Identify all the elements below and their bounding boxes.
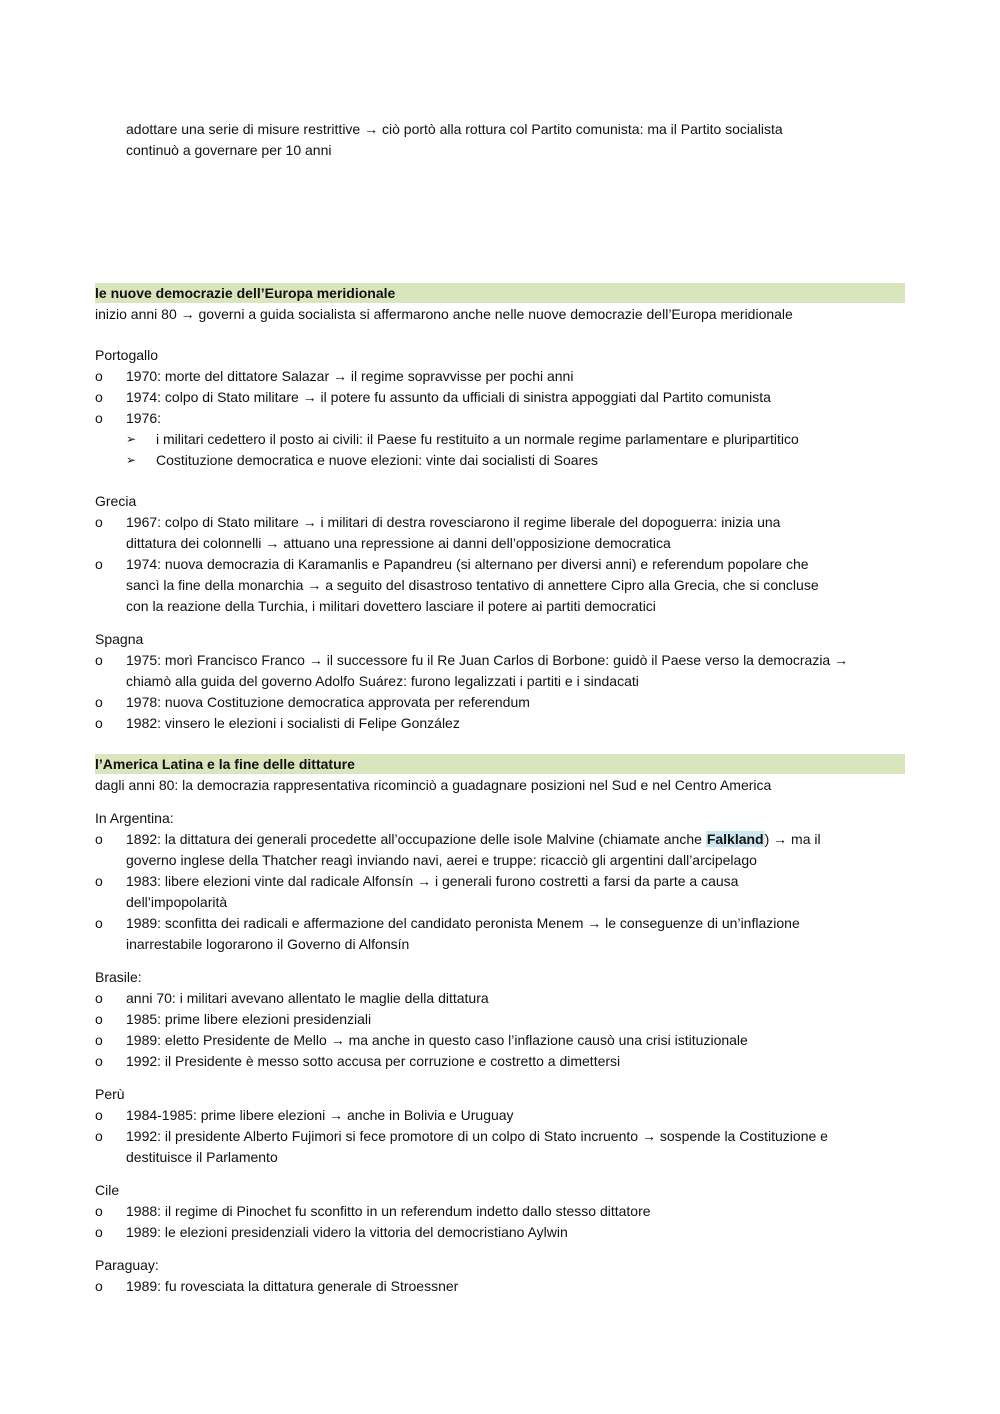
arrow-right-icon: → [773,831,788,847]
arrow-right-icon: → [302,389,317,405]
sublist-portogallo-1976 [95,429,905,471]
bullet-icon: o [95,652,103,668]
bullet-icon: o [95,410,103,426]
list-item: o 1989: eletto Presidente de Mello → ma anche in questo caso l’inflazione causò una crisi istituzionale [95,1030,905,1051]
list-item: o 1992: il presidente Alberto Fujimori si fece promotore di un colpo di Stato incruento → sospende la Costituzione e destituisce il Parlamento [95,1128,828,1165]
arrow-right-icon: → [329,1107,344,1123]
subsection-title-brasile: Brasile: [95,969,142,985]
subsection-title-peru: Perù [95,1086,125,1102]
arrow-right-icon: → [302,514,317,530]
arrow-right-icon: → [308,652,323,668]
bullet-icon: o [95,1053,103,1069]
bullet-icon: o [95,1032,103,1048]
list-item: o 1989: sconfitta dei radicali e affermazione del candidato peronista Menem → le conseguenze di un’inflazione inarrestabile logorarono il Governo di Alfonsín [95,915,800,952]
bullet-icon: o [95,368,103,384]
bullet-icon: o [95,1203,103,1219]
section-europa-body [95,304,905,734]
bullet-icon: o [95,556,103,572]
bullet-icon: o [95,1278,103,1294]
list-item: o 1978: nuova Costituzione democratica approvata per referendum [95,692,905,713]
highlighted-term: Falkland [706,831,764,847]
arrow-right-icon: → [834,652,849,668]
list-item: o 1988: il regime di Pinochet fu sconfitto in un referendum indetto dallo stesso dittatore [95,1201,905,1222]
list-peru [95,1105,905,1168]
arrow-right-icon: → [307,577,322,593]
list-paraguay [95,1276,905,1297]
subsection-title-paraguay: Paraguay: [95,1257,159,1273]
arrow-right-icon: → [265,535,280,551]
bullet-icon: o [95,831,103,847]
subsection-title-grecia: Grecia [95,493,137,509]
list-grecia [95,512,905,617]
list-item: o 1974: colpo di Stato militare → il potere fu assunto da ufficiali di sinistra appoggiati dal Partito comunista [95,387,905,408]
subsection-title-cile: Cile [95,1182,120,1198]
list-item: o 1892: la dittatura dei generali procedette all’occupazione delle isole Malvine (chiamate anche Falkland) → ma il governo inglese della Thatcher reagì inviando navi, aerei e truppe: ricacciò gli argentini dall’arcipelago [95,831,821,868]
bullet-icon: o [95,389,103,405]
bullet-icon: o [95,990,103,1006]
list-item: o 1989: fu rovesciata la dittatura generale di Stroessner [95,1276,905,1297]
list-item: o 1970: morte del dittatore Salazar → il regime sopravvisse per pochi anni [95,366,905,387]
bullet-icon: o [95,915,103,931]
bullet-icon: o [95,715,103,731]
arrowhead-bullet-icon: ➢ [126,453,137,467]
arrow-right-icon: → [417,873,432,889]
subsection-title-spagna: Spagna [95,631,144,647]
list-item: o anni 70: i militari avevano allentato le maglie della dittatura [95,988,905,1009]
bullet-icon: o [95,1224,103,1240]
list-item: o 1992: il Presidente è messo sotto accusa per corruzione e costretto a dimettersi [95,1051,905,1072]
bullet-icon: o [95,694,103,710]
bullet-icon: o [95,1128,103,1144]
section-america-latina-body [95,775,905,1297]
bullet-icon: o [95,873,103,889]
arrow-right-icon: → [333,368,348,384]
bullet-icon: o [95,1107,103,1123]
list-item: o 1975: morì Francisco Franco → il successore fu il Re Juan Carlos di Borbone: guidò il Paese verso la democrazia → chiamò alla guida del governo Adolfo Suárez: furono legalizzati i partiti e i sindacati [95,652,849,689]
list-item: o 1974: nuova democrazia di Karamanlis e Papandreu (si alternano per diversi anni) e referendum popolare che sancì la fine della monarchia → a seguito del disastroso tentativo di annettere Cipro alla Grecia, che si concluse con la reazione della Turchia, i militari dovettero lasciare il potere ai partiti democratici [95,556,819,614]
arrow-right-icon: → [587,915,602,931]
list-item: o 1967: colpo di Stato militare → i militari di destra rovesciarono il regime liberale del dopoguerra: inizia una dittatura dei colonnelli → attuano una repressione ai danni dell’opposizione democratica [95,514,781,551]
section-intro: dagli anni 80: la democrazia rappresentativa ricominciò a guadagnare posizioni nel Sud e nel Centro America [95,777,772,793]
list-portogallo [95,366,905,429]
list-argentina [95,829,905,955]
continuation-paragraph: adottare una serie di misure restrittive → ciò portò alla rottura col Partito comunista: ma il Partito socialista continuò a governare per 10 anni [126,121,783,158]
list-brasile [95,988,905,1072]
arrowhead-bullet-icon: ➢ [126,432,137,446]
list-item: o 1983: libere elezioni vinte dal radicale Alfonsín → i generali furono costretti a farsi da parte a causa dell’impopolarità [95,873,739,910]
subsection-title-portogallo: Portogallo [95,347,159,363]
section-heading-america-latina: l’America Latina e la fine delle dittature [95,754,905,774]
list-item: o 1984-1985: prime libere elezioni → anche in Bolivia e Uruguay [95,1105,905,1126]
arrow-right-icon: → [180,306,195,322]
arrow-right-icon: → [641,1128,656,1144]
list-item: o 1976: [95,408,905,429]
section-heading-europa: le nuove democrazie dell’Europa meridionale [95,283,905,303]
bullet-icon: o [95,1011,103,1027]
list-item: o 1985: prime libere elezioni presidenziali [95,1009,905,1030]
arrow-right-icon: → [364,121,379,137]
subsection-title-argentina: In Argentina: [95,810,174,826]
list-cile [95,1201,905,1243]
list-item: o 1982: vinsero le elezioni i socialisti di Felipe González [95,713,905,734]
section-intro: inizio anni 80 → governi a guida socialista si affermarono anche nelle nuove democrazie dell’Europa meridionale [95,306,793,322]
list-spagna [95,650,905,734]
list-item: ➢ Costituzione democratica e nuove elezioni: vinte dai socialisti di Soares [95,450,905,471]
list-item: o 1989: le elezioni presidenziali videro la vittoria del democristiano Aylwin [95,1222,905,1243]
bullet-icon: o [95,514,103,530]
list-item: ➢ i militari cedettero il posto ai civili: il Paese fu restituito a un normale regime parlamentare e pluripartitico [95,429,905,450]
arrow-right-icon: → [330,1032,345,1048]
